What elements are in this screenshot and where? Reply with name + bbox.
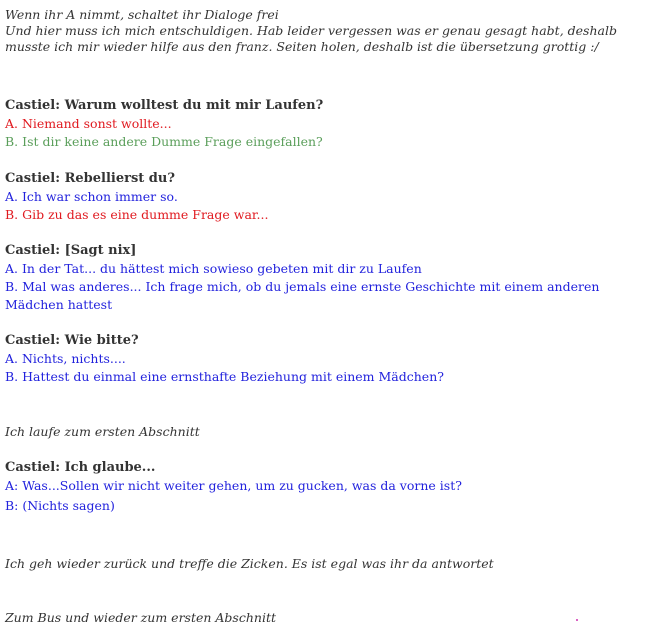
dialogue-speaker: Castiel: Ich glaube... — [5, 460, 156, 475]
dialogue-option-b: B: (Nichts sagen) — [5, 498, 115, 513]
dialogue-speaker: Castiel: Rebellierst du? — [5, 171, 175, 186]
dialogue-option-b: B. Hattest du einmal eine ernsthafte Beziehung mit einem Mädchen? — [5, 369, 444, 384]
dialogue-option-b: B. Mal was anderes... Ich frage mich, ob du jemals eine ernste Geschichte mit einem anderen Mädchen hattest — [5, 279, 600, 312]
dialogue-option-b: B. Gib zu das es eine dumme Frage war... — [5, 207, 269, 222]
walkthrough-note: Ich laufe zum ersten Abschnitt — [5, 424, 200, 439]
dialogue-speaker: Castiel: Wie bitte? — [5, 333, 139, 348]
intro-line-2: Und hier muss ich mich entschuldigen. Hab leider vergessen was er genau gesagt habt, deshalb musste ich mir wieder hilfe aus den franz. Seiten holen, deshalb ist die übersetzung grottig :/ — [5, 23, 617, 54]
walkthrough-note: Zum Bus und wieder zum ersten Abschnitt — [5, 610, 276, 625]
dialogue-option-a: A. Niemand sonst wollte... — [5, 116, 172, 131]
dialogue-block-2 — [5, 170, 645, 224]
walkthrough-note: Ich geh wieder zurück und treffe die Zicken. Es ist egal was ihr da antwortet — [5, 556, 494, 571]
dialogue-block-5 — [5, 459, 645, 515]
dialogue-block-3 — [5, 242, 645, 314]
dialogue-option-a: A. In der Tat... du hättest mich sowieso gebeten mit dir zu Laufen — [5, 261, 422, 276]
intro-line-1: Wenn ihr A nimmt, schaltet ihr Dialoge frei — [5, 7, 279, 22]
dialogue-block-1 — [5, 97, 645, 151]
decorative-dot — [576, 619, 578, 621]
walkthrough-text — [5, 7, 650, 55]
dialogue-block-4 — [5, 332, 645, 386]
dialogue-option-a: A. Nichts, nichts.... — [5, 351, 126, 366]
dialogue-speaker: Castiel: [Sagt nix] — [5, 243, 137, 258]
dialogue-option-a: A: Was...Sollen wir nicht weiter gehen, um zu gucken, was da vorne ist? — [5, 478, 462, 493]
dialogue-option-b: B. Ist dir keine andere Dumme Frage eingefallen? — [5, 134, 323, 149]
dialogue-speaker: Castiel: Warum wolltest du mit mir Laufen? — [5, 98, 324, 113]
dialogue-option-a: A. Ich war schon immer so. — [5, 189, 178, 204]
